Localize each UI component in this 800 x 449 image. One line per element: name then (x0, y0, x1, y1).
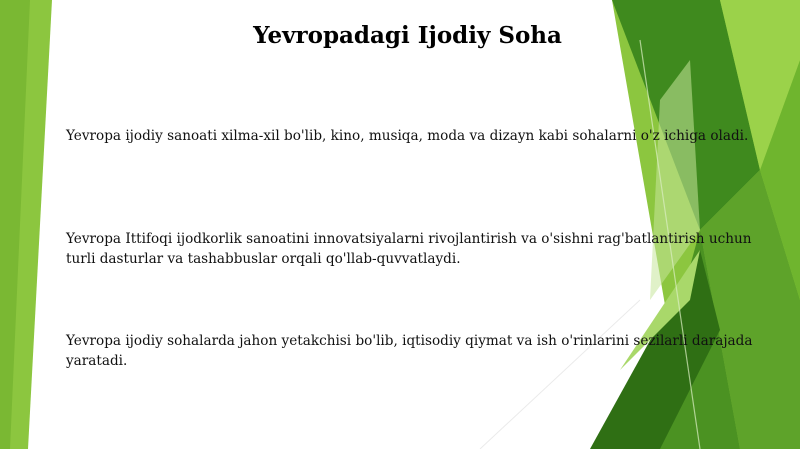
paragraph-3: Yevropa ijodiy sohalarda jahon yetakchisi bo'lib, iqtisodiy qiymat va ish o'rinlarini sezilarli darajada yaratadi. (66, 333, 753, 369)
paragraph-1: Yevropa ijodiy sanoati xilma-xil bo'lib, kino, musiqa, moda va dizayn kabi sohalarni o'z ichiga oladi. (66, 128, 749, 144)
paragraph-2: Yevropa Ittifoqi ijodkorlik sanoatini innovatsiyalarni rivojlantirish va o'sishni rag'batlantirish uchun turli dasturlar va tashabbuslar orqali qo'llab-quvvatlaydi. (66, 231, 752, 267)
slide-title: Yevropadagi Ijodiy Soha (253, 22, 562, 49)
